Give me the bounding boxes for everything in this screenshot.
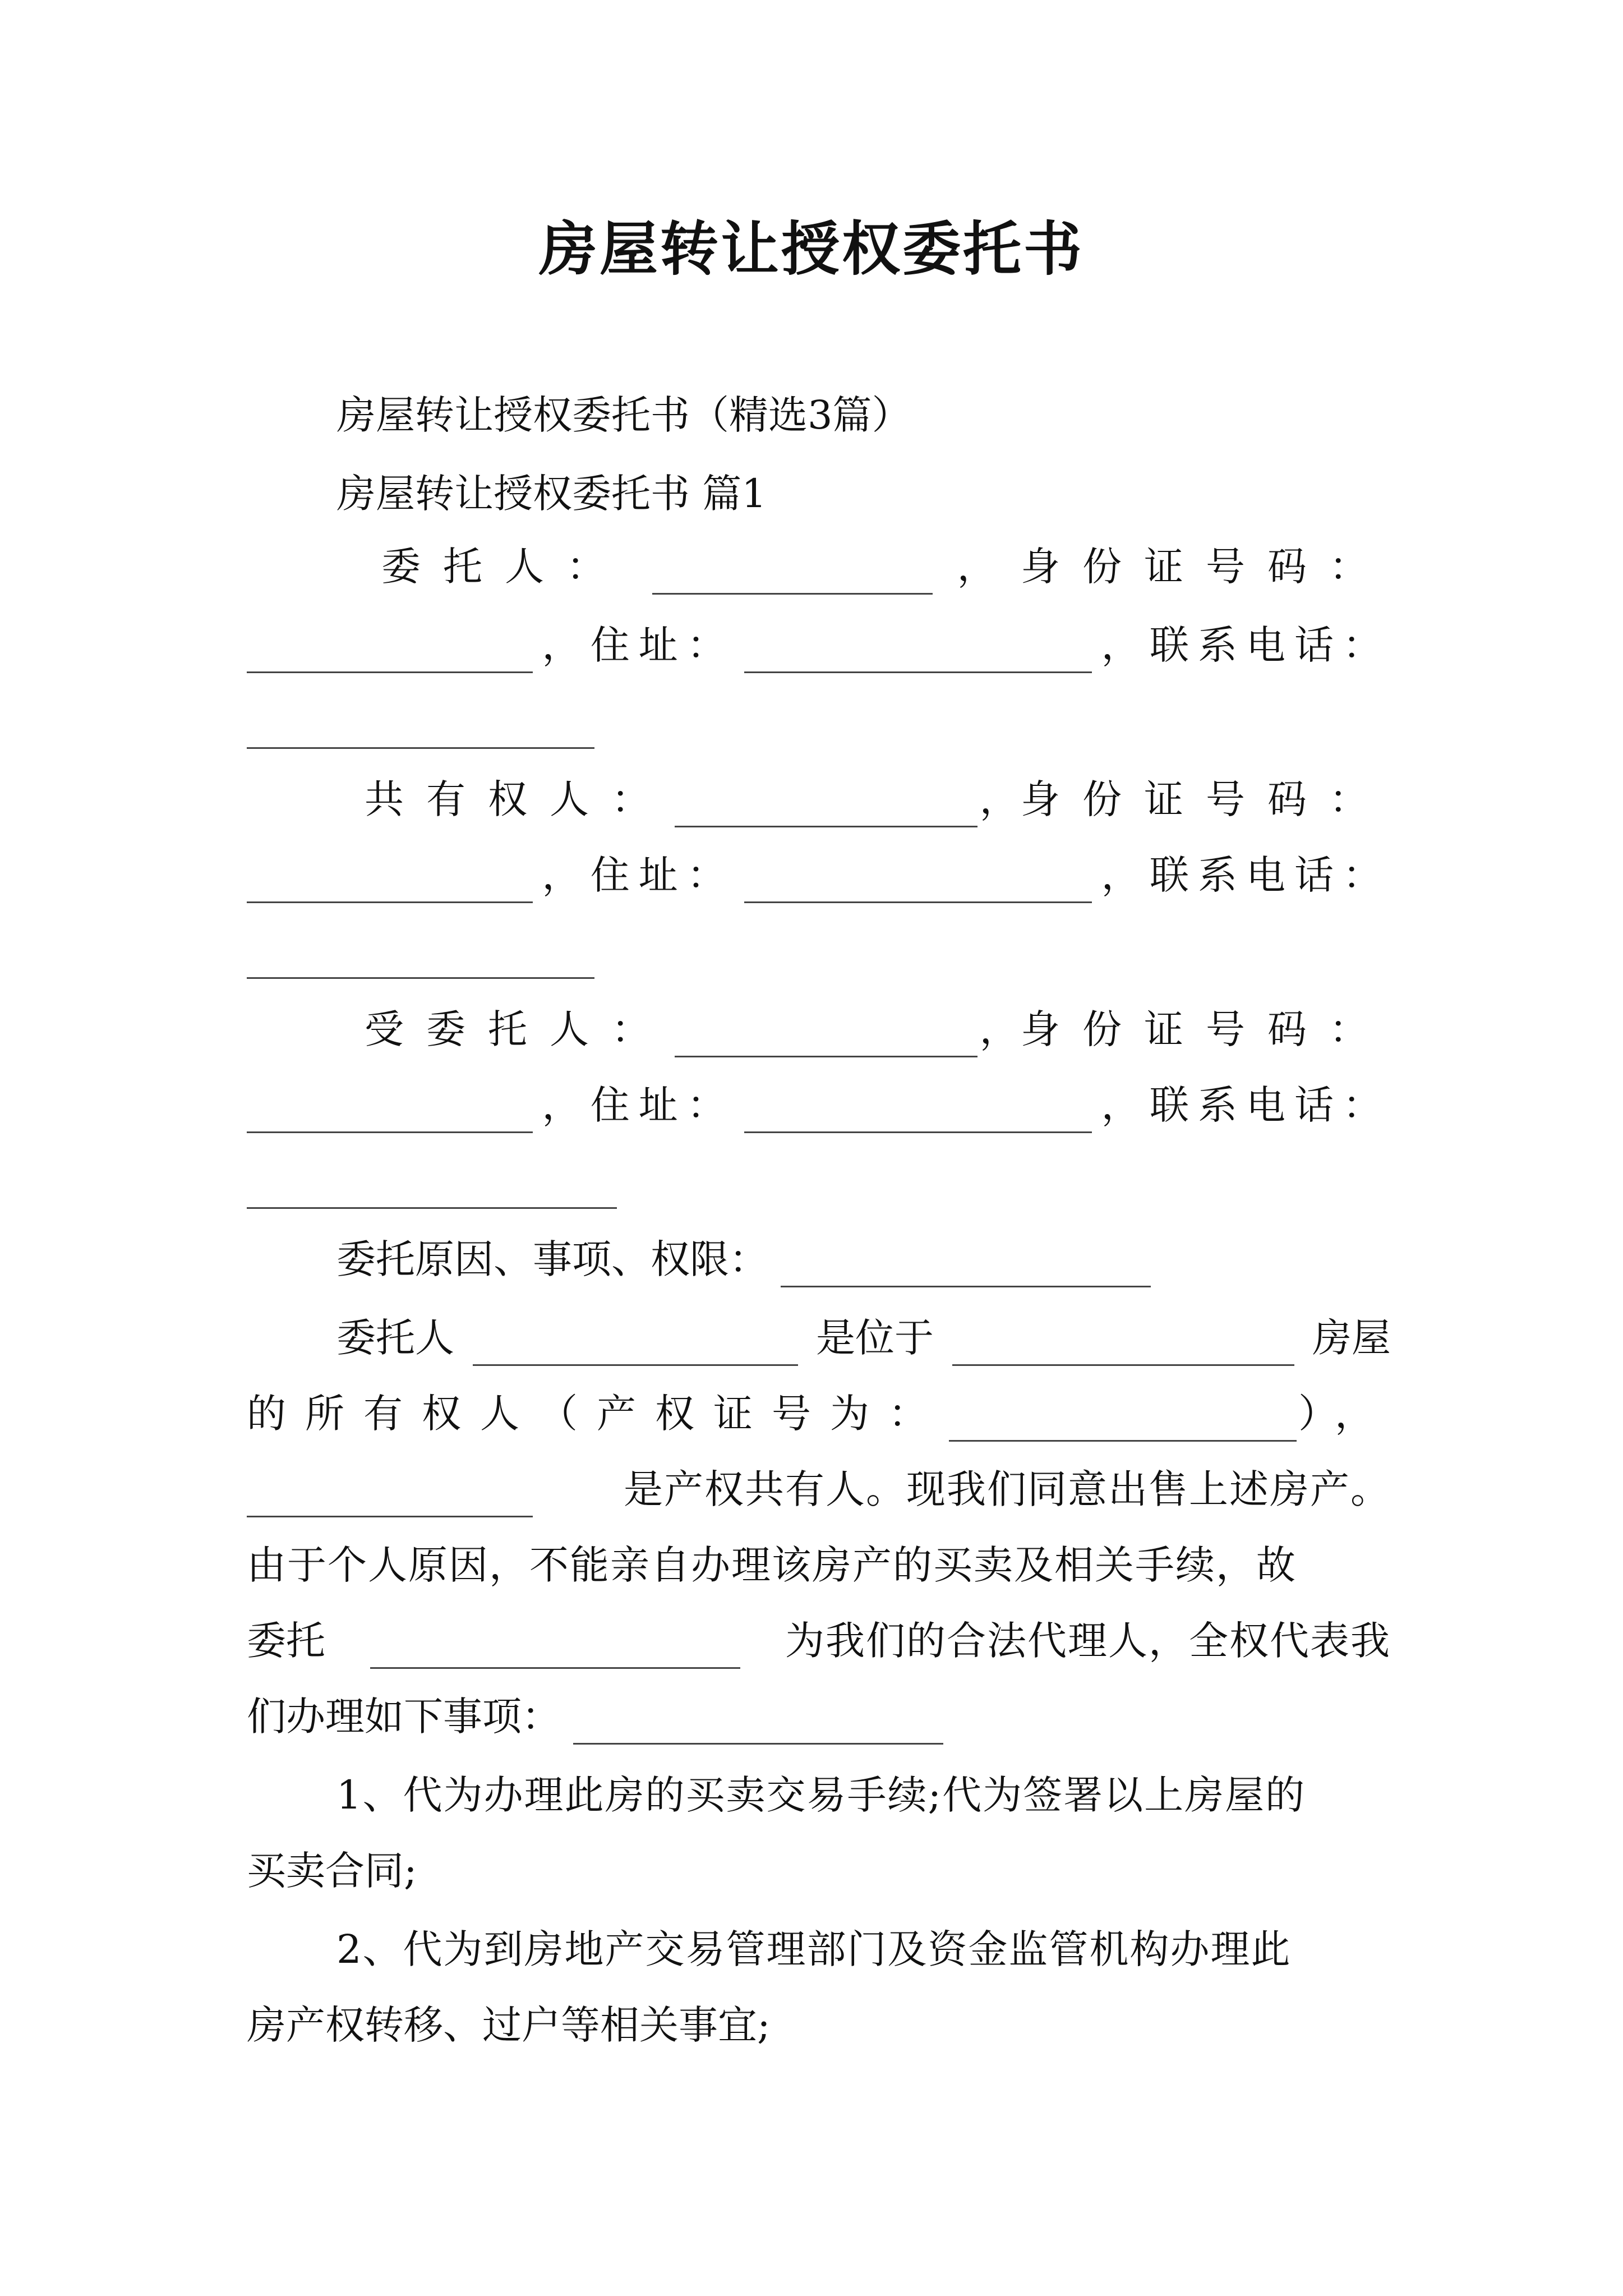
agent-address-row: ， 住址： ， 联系电话：	[247, 1077, 1391, 1133]
principal-phone-row	[247, 693, 1391, 749]
principal-phone-field[interactable]	[247, 707, 594, 749]
body-line-2: 的所有权人（产权证号为： ），	[247, 1386, 1391, 1442]
subtitle: 房屋转让授权委托书（精选3篇）	[336, 392, 911, 438]
reason-row	[336, 1231, 1481, 1287]
coowner-address-field[interactable]	[744, 861, 1092, 903]
agent-phone-field[interactable]	[247, 1167, 617, 1209]
id-label: 身份证号码：	[1020, 776, 1391, 822]
principal-fill-field[interactable]	[473, 1324, 798, 1366]
coowner-fill-field[interactable]	[247, 1475, 533, 1517]
body-line-5: 委托 为我们的合法代理人，全权代表我	[247, 1613, 1391, 1669]
coowner-name-field[interactable]	[675, 785, 978, 827]
reason-field[interactable]	[781, 1245, 1151, 1287]
item-2: 2、代为到房地产交易管理部门及资金监管机构办理此	[336, 1926, 1292, 1972]
matters-field[interactable]	[573, 1703, 943, 1745]
principal-address-field[interactable]	[744, 631, 1092, 673]
principal-label: 委托人：	[381, 544, 628, 590]
id-label: 身份证号码：	[1020, 1006, 1391, 1052]
document-title: 房屋转让授权委托书	[538, 214, 1084, 283]
certificate-number-field[interactable]	[949, 1400, 1297, 1442]
coowner-id-field[interactable]	[247, 861, 533, 903]
address-label: 住址：	[590, 622, 735, 668]
reason-label: 委托原因、事项、权限：	[336, 1236, 768, 1282]
address-label: 住址：	[590, 852, 735, 898]
agent-fill-field[interactable]	[370, 1627, 740, 1669]
phone-label: 联系电话：	[1149, 1082, 1391, 1128]
body-line-6: 们办理如下事项：	[247, 1688, 1391, 1745]
coowner-phone-row	[247, 923, 1391, 979]
agent-label: 受委托人：	[365, 1006, 673, 1052]
agent-phone-row	[247, 1153, 1391, 1209]
body-line-4: 由于个人原因，不能亲自办理该房产的买卖及相关手续，故	[247, 1542, 1297, 1588]
principal-id-field[interactable]	[247, 631, 533, 673]
item-1-cont: 买卖合同;	[247, 1848, 417, 1894]
coowner-address-row: ， 住址： ， 联系电话：	[247, 847, 1391, 903]
principal-address-row: ， 住址： ， 联系电话：	[247, 617, 1391, 673]
body-line-3: 是产权共有人。现我们同意出售上述房产。	[247, 1461, 1391, 1517]
property-location-field[interactable]	[952, 1324, 1294, 1366]
coowner-label: 共有权人：	[365, 776, 673, 822]
section-heading: 房屋转让授权委托书 篇1	[336, 471, 767, 517]
phone-label: 联系电话：	[1149, 852, 1391, 898]
agent-id-field[interactable]	[247, 1091, 533, 1133]
phone-label: 联系电话：	[1149, 622, 1391, 668]
agent-row: 受委托人： ， 身份证号码：	[365, 1001, 1391, 1057]
principal-row: 委托人： ， 身份证号码：	[381, 539, 1391, 595]
principal-name-field[interactable]	[652, 553, 933, 595]
body-line-1: 委托人 是位于 房屋	[336, 1310, 1391, 1366]
agent-name-field[interactable]	[675, 1015, 978, 1057]
item-1: 1、代为办理此房的买卖交易手续;代为签署以上房屋的	[336, 1772, 1306, 1818]
item-2-cont: 房产权转移、过户等相关事宜;	[247, 2002, 771, 2048]
id-label: 身份证号码：	[1020, 544, 1391, 590]
coowner-row: 共有权人： ， 身份证号码：	[365, 771, 1391, 827]
agent-address-field[interactable]	[744, 1091, 1092, 1133]
coowner-phone-field[interactable]	[247, 937, 594, 979]
address-label: 住址：	[590, 1082, 735, 1128]
